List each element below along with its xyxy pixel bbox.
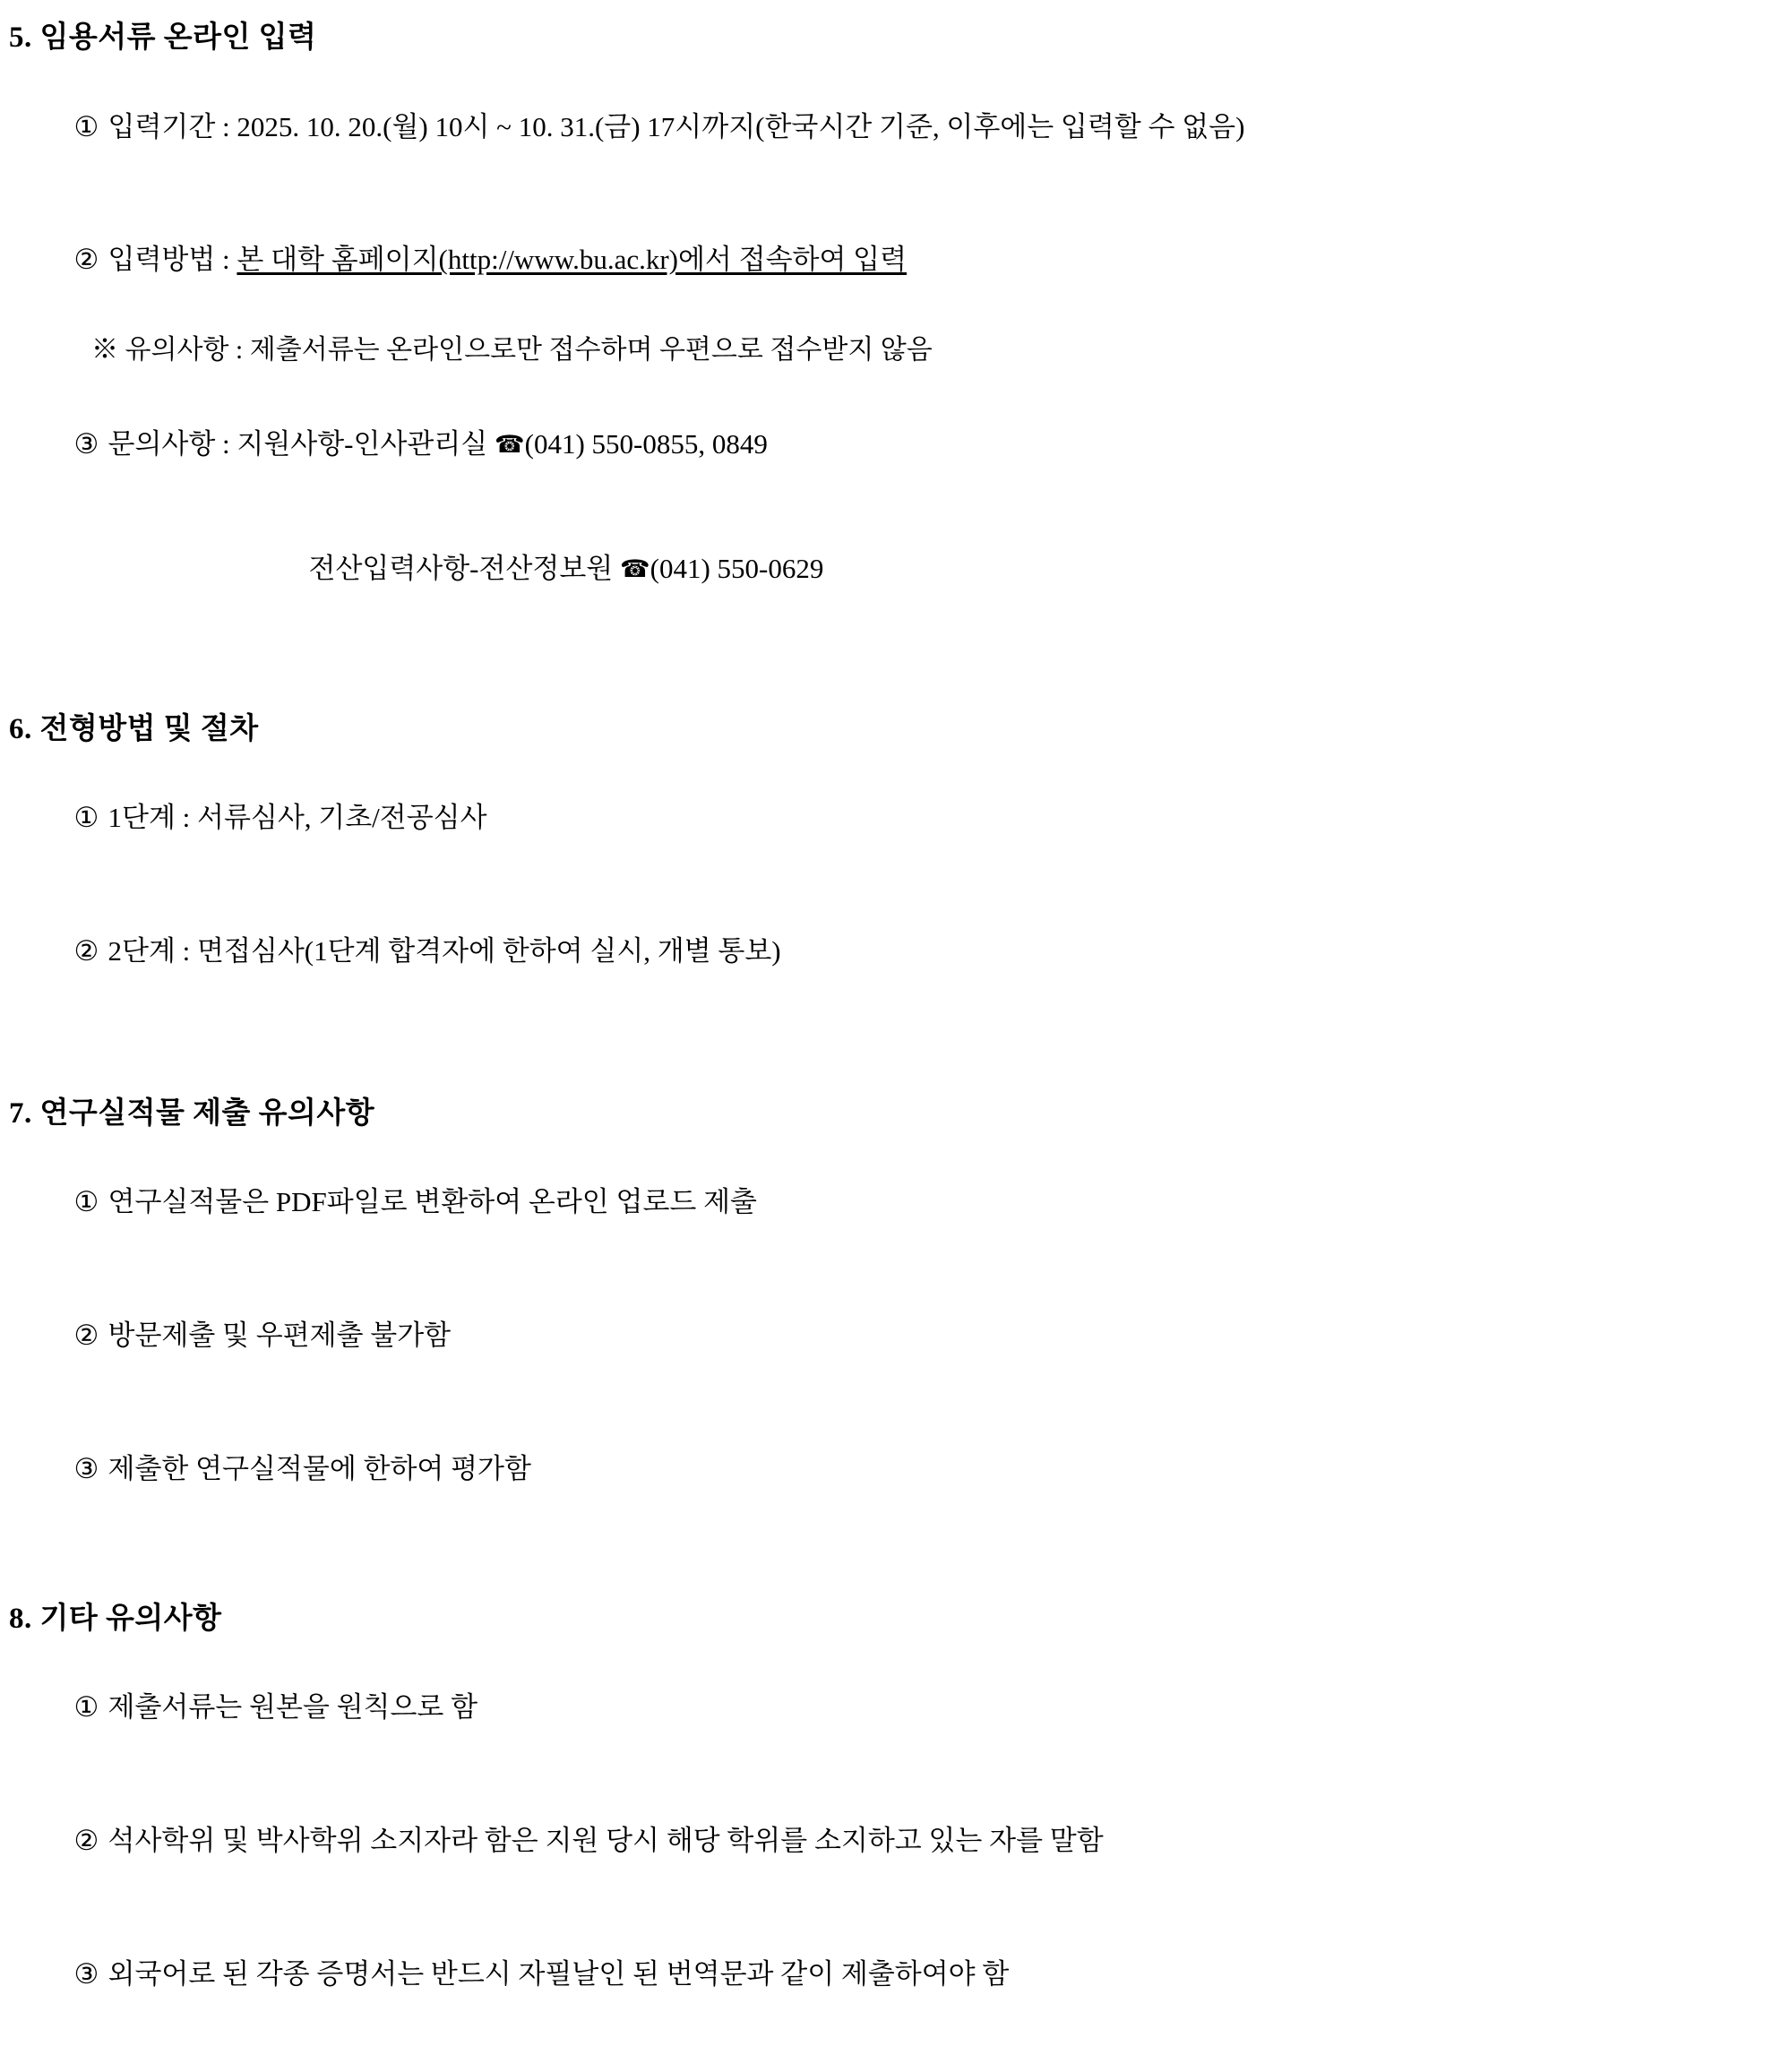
section-title: 6. 전형방법 및 절차 — [9, 712, 259, 745]
list-marker: ② — [73, 1825, 99, 1857]
section-7 — [7, 1096, 1745, 1524]
homepage-link[interactable]: 본 대학 홈페이지(http://www.bu.ac.kr)에서 접속하여 입력 — [237, 244, 908, 276]
list-marker: ③ — [73, 428, 99, 460]
section-6 — [7, 711, 1745, 1006]
list-marker: ③ — [73, 1453, 99, 1485]
inquiry-continuation-text: 전산입력사항-전산정보원 — [308, 553, 620, 585]
list-item-text: 방문제출 및 우편제출 불가함 — [108, 1320, 452, 1352]
list-item-text: 석사학위 및 박사학위 소지자라 함은 지원 당시 해당 학위를 소지하고 있는 자를 말함 — [108, 1825, 1104, 1857]
section-title: 8. 기타 유의사항 — [9, 1602, 222, 1635]
list-item — [7, 73, 1745, 181]
telephone-icon: ☎ — [494, 431, 525, 460]
list-item — [7, 1921, 1745, 2029]
list-item — [7, 1282, 1745, 1390]
list-item — [7, 1787, 1745, 1896]
phone-number: (041) 550-0629 — [650, 553, 824, 585]
list-marker: ① — [73, 1186, 99, 1218]
list-item-note: ※ 유의사항 : 제출서류는 온라인으로만 접수하며 우편으로 접수받지 않음 — [91, 335, 933, 365]
list-item-text: 외국어로 된 각종 증명서는 반드시 자필날인 된 번역문과 같이 제출하여야 함 — [108, 1958, 1010, 1990]
list-item — [7, 206, 1745, 314]
list-marker: ① — [73, 110, 99, 142]
list-item-text: 제출한 연구실적물에 한하여 평가함 — [108, 1453, 531, 1485]
phone-number: (041) 550-0855, 0849 — [524, 428, 768, 460]
list-item-text: 제출서류는 원본을 원칙으로 함 — [108, 1691, 478, 1724]
list-marker: ① — [73, 1691, 99, 1724]
section-5 — [7, 20, 1745, 623]
list-item-text: 연구실적물은 PDF파일로 변환하여 온라인 업로드 제출 — [108, 1186, 757, 1218]
list-item — [7, 391, 1745, 499]
list-item — [7, 1148, 1745, 1257]
list-item-label: 입력방법 : — [108, 244, 237, 276]
list-marker: ② — [73, 244, 99, 276]
section-8 — [7, 1601, 1745, 2029]
list-item — [7, 1415, 1745, 1524]
section-spacer — [7, 1031, 1745, 1096]
inquiry-continuation — [7, 515, 1745, 623]
list-marker: ② — [73, 1320, 99, 1352]
list-item — [7, 1654, 1745, 1762]
inquiry-text: 문의사항 : 지원사항-인사관리실 — [108, 428, 495, 460]
list-marker: ③ — [73, 1958, 99, 1990]
telephone-icon: ☎ — [619, 555, 650, 584]
list-item-text: 1단계 : 서류심사, 기초/전공심사 — [108, 802, 487, 834]
section-title: 7. 연구실적물 제출 유의사항 — [9, 1096, 375, 1130]
list-item-text: 2단계 : 면접심사(1단계 합격자에 한하여 실시, 개별 통보) — [108, 935, 781, 967]
section-spacer — [7, 647, 1745, 711]
list-marker: ① — [73, 802, 99, 834]
list-marker: ② — [73, 935, 99, 967]
list-item-text: 입력기간 : 2025. 10. 20.(월) 10시 ~ 10. 31.(금) 17시까지(한국시간 기준, 이후에는 입력할 수 없음) — [108, 110, 1245, 142]
list-item — [7, 764, 1745, 873]
section-spacer — [7, 1549, 1745, 1601]
list-item — [7, 898, 1745, 1006]
section-title: 5. 임용서류 온라인 입력 — [9, 21, 317, 54]
